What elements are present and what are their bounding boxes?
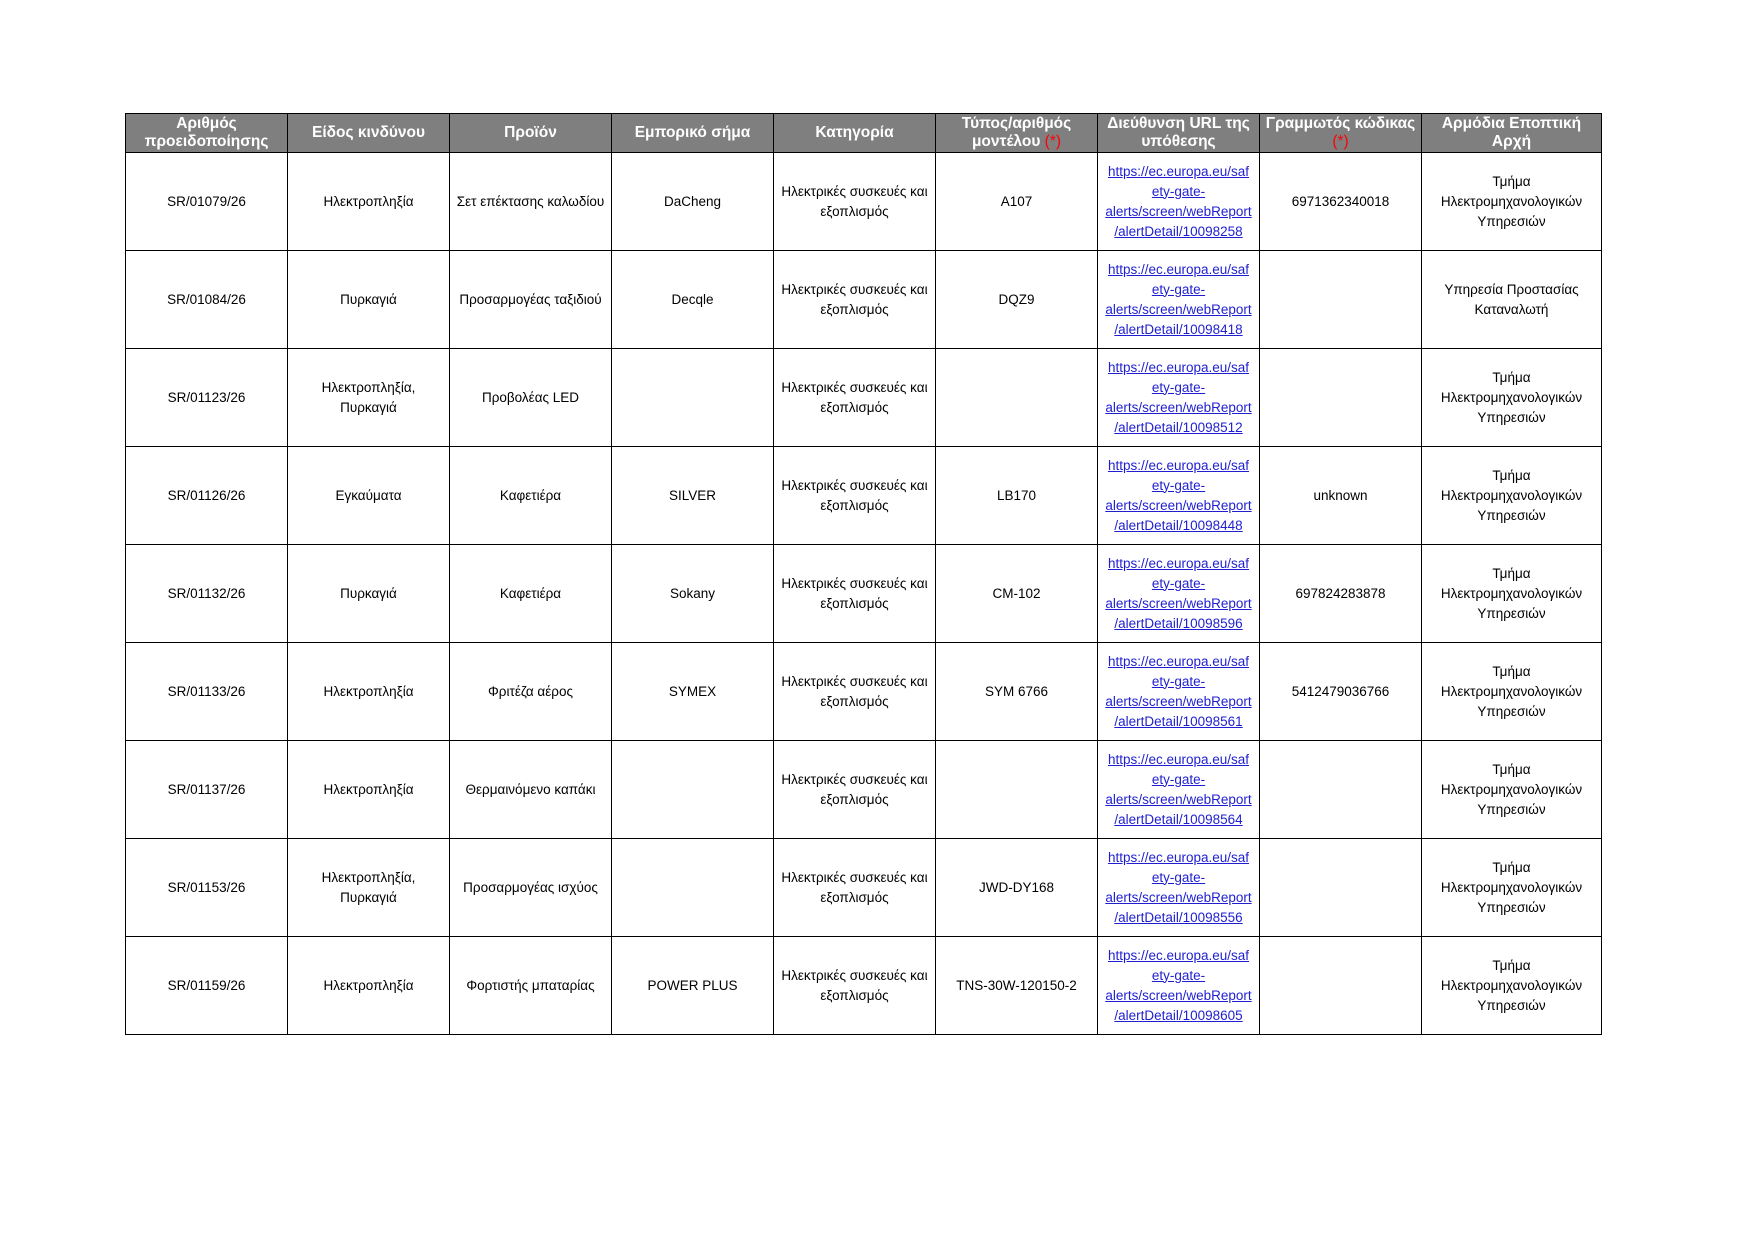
column-header-label: υπόθεσης xyxy=(1141,133,1216,150)
table-row xyxy=(126,937,1602,1035)
cell-case-url xyxy=(1098,349,1260,447)
url-line: /alertDetail/10098512 xyxy=(1114,419,1243,435)
column-header-alert-number xyxy=(126,114,288,153)
url-line: ety-gate- xyxy=(1151,477,1206,493)
cell-alert-number: SR/01079/26 xyxy=(126,153,288,251)
cell-product: Σετ επέκτασης καλωδίου xyxy=(450,153,612,251)
category-line: Ηλεκτρικές συσκευές και xyxy=(781,379,928,395)
cell-risk-type xyxy=(288,349,450,447)
cell-authority xyxy=(1422,545,1602,643)
url-line: alerts/screen/webReport xyxy=(1105,399,1252,415)
url-line: /alertDetail/10098561 xyxy=(1114,713,1243,729)
cell-case-url xyxy=(1098,153,1260,251)
authority-line: Τμήμα xyxy=(1492,173,1531,189)
url-line: /alertDetail/10098418 xyxy=(1114,321,1243,337)
cell-alert-number: SR/01132/26 xyxy=(126,545,288,643)
authority-line: Υπηρεσιών xyxy=(1477,703,1546,719)
column-header-label: Προϊόν xyxy=(504,124,557,141)
cell-authority xyxy=(1422,643,1602,741)
authority-line: Τμήμα xyxy=(1492,369,1531,385)
table-row xyxy=(126,643,1602,741)
risk-line: Ηλεκτροπληξία xyxy=(323,683,414,699)
cell-model: SYM 6766 xyxy=(936,643,1098,741)
column-header-label: Αρχή xyxy=(1491,133,1532,150)
cell-risk-type xyxy=(288,545,450,643)
table-row xyxy=(126,447,1602,545)
required-marker: (*) xyxy=(1044,133,1062,150)
url-line: ety-gate- xyxy=(1151,967,1206,983)
column-header-label: Αριθμός xyxy=(176,115,237,132)
cell-model: TNS-30W-120150-2 xyxy=(936,937,1098,1035)
cell-brand: Decqle xyxy=(612,251,774,349)
url-line: https://ec.europa.eu/saf xyxy=(1107,163,1250,179)
category-line: Ηλεκτρικές συσκευές και xyxy=(781,575,928,591)
risk-line: Πυρκαγιά xyxy=(340,291,397,307)
column-header-label: Γραμμωτός κώδικας xyxy=(1265,115,1416,132)
category-line: εξοπλισμός xyxy=(820,497,889,513)
cell-product: Καφετιέρα xyxy=(450,447,612,545)
authority-line: Ηλεκτρομηχανολογικών xyxy=(1440,487,1583,503)
case-url-link[interactable] xyxy=(1105,262,1251,337)
authority-line: Καταναλωτή xyxy=(1474,301,1549,317)
table-body xyxy=(126,153,1602,1035)
category-line: εξοπλισμός xyxy=(820,203,889,219)
cell-alert-number: SR/01153/26 xyxy=(126,839,288,937)
column-header-model xyxy=(936,114,1098,153)
risk-line: Ηλεκτροπληξία, xyxy=(321,379,416,395)
url-line: alerts/screen/webReport xyxy=(1105,987,1252,1003)
cell-risk-type xyxy=(288,643,450,741)
table-header xyxy=(126,114,1602,153)
cell-alert-number: SR/01084/26 xyxy=(126,251,288,349)
cell-brand: DaCheng xyxy=(612,153,774,251)
column-header-label: Διεύθυνση URL της xyxy=(1107,115,1250,132)
authority-line: Τμήμα xyxy=(1492,957,1531,973)
risk-line: Ηλεκτροπληξία, xyxy=(321,869,416,885)
risk-line: Ηλεκτροπληξία xyxy=(323,977,414,993)
case-url-link[interactable] xyxy=(1105,360,1251,435)
cell-brand: SYMEX xyxy=(612,643,774,741)
url-line: /alertDetail/10098448 xyxy=(1114,517,1243,533)
category-line: Ηλεκτρικές συσκευές και xyxy=(781,673,928,689)
cell-risk-type xyxy=(288,447,450,545)
authority-line: Ηλεκτρομηχανολογικών xyxy=(1440,977,1583,993)
cell-product: Θερμαινόμενο καπάκι xyxy=(450,741,612,839)
column-header-authority xyxy=(1422,114,1602,153)
case-url-link[interactable] xyxy=(1105,948,1251,1023)
column-header-label: Τύπος/αριθμός xyxy=(961,115,1072,132)
table-row xyxy=(126,839,1602,937)
url-line: https://ec.europa.eu/saf xyxy=(1107,751,1250,767)
category-line: εξοπλισμός xyxy=(820,595,889,611)
authority-line: Υπηρεσιών xyxy=(1477,507,1546,523)
cell-model: JWD-DY168 xyxy=(936,839,1098,937)
url-line: alerts/screen/webReport xyxy=(1105,301,1252,317)
cell-alert-number: SR/01137/26 xyxy=(126,741,288,839)
cell-alert-number: SR/01126/26 xyxy=(126,447,288,545)
authority-line: Υπηρεσιών xyxy=(1477,605,1546,621)
authority-line: Υπηρεσιών xyxy=(1477,801,1546,817)
authority-line: Τμήμα xyxy=(1492,859,1531,875)
case-url-link[interactable] xyxy=(1105,654,1251,729)
url-line: ety-gate- xyxy=(1151,771,1206,787)
cell-barcode xyxy=(1260,741,1422,839)
cell-authority xyxy=(1422,839,1602,937)
authority-line: Ηλεκτρομηχανολογικών xyxy=(1440,879,1583,895)
category-line: Ηλεκτρικές συσκευές και xyxy=(781,869,928,885)
table-row xyxy=(126,251,1602,349)
table-row xyxy=(126,153,1602,251)
case-url-link[interactable] xyxy=(1105,556,1251,631)
cell-category xyxy=(774,545,936,643)
category-line: Ηλεκτρικές συσκευές και xyxy=(781,771,928,787)
category-line: εξοπλισμός xyxy=(820,301,889,317)
authority-line: Ηλεκτρομηχανολογικών xyxy=(1440,683,1583,699)
table-row xyxy=(126,545,1602,643)
cell-barcode xyxy=(1260,937,1422,1035)
cell-category xyxy=(774,643,936,741)
cell-brand xyxy=(612,349,774,447)
category-line: εξοπλισμός xyxy=(820,693,889,709)
authority-line: Τμήμα xyxy=(1492,467,1531,483)
url-line: https://ec.europa.eu/saf xyxy=(1107,359,1250,375)
cell-category xyxy=(774,251,936,349)
url-line: /alertDetail/10098596 xyxy=(1114,615,1243,631)
url-line: alerts/screen/webReport xyxy=(1105,595,1252,611)
column-header-label: μοντέλου xyxy=(971,133,1041,150)
cell-category xyxy=(774,447,936,545)
column-header-category xyxy=(774,114,936,153)
case-url-link[interactable] xyxy=(1105,850,1251,925)
category-line: εξοπλισμός xyxy=(820,399,889,415)
url-line: /alertDetail/10098258 xyxy=(1114,223,1243,239)
url-line: https://ec.europa.eu/saf xyxy=(1107,947,1250,963)
cell-barcode: unknown xyxy=(1260,447,1422,545)
url-line: https://ec.europa.eu/saf xyxy=(1107,555,1250,571)
url-line: alerts/screen/webReport xyxy=(1105,693,1252,709)
cell-alert-number: SR/01133/26 xyxy=(126,643,288,741)
risk-line: Ηλεκτροπληξία xyxy=(323,781,414,797)
category-line: Ηλεκτρικές συσκευές και xyxy=(781,183,928,199)
cell-category xyxy=(774,937,936,1035)
cell-category xyxy=(774,153,936,251)
cell-barcode xyxy=(1260,251,1422,349)
case-url-link[interactable] xyxy=(1105,164,1251,239)
column-header-label: Είδος κινδύνου xyxy=(312,124,425,141)
cell-risk-type xyxy=(288,741,450,839)
column-header-risk-type xyxy=(288,114,450,153)
authority-line: Υπηρεσία Προστασίας xyxy=(1444,281,1579,297)
cell-barcode xyxy=(1260,349,1422,447)
url-line: ety-gate- xyxy=(1151,673,1206,689)
cell-product: Προβολέας LED xyxy=(450,349,612,447)
authority-line: Υπηρεσιών xyxy=(1477,899,1546,915)
cell-brand xyxy=(612,741,774,839)
authority-line: Τμήμα xyxy=(1492,565,1531,581)
cell-case-url xyxy=(1098,839,1260,937)
cell-brand: Sokany xyxy=(612,545,774,643)
url-line: alerts/screen/webReport xyxy=(1105,791,1252,807)
cell-barcode: 697824283878 xyxy=(1260,545,1422,643)
cell-product: Καφετιέρα xyxy=(450,545,612,643)
case-url-link[interactable] xyxy=(1105,458,1251,533)
required-marker: (*) xyxy=(1332,133,1349,150)
url-line: /alertDetail/10098556 xyxy=(1114,909,1243,925)
authority-line: Ηλεκτρομηχανολογικών xyxy=(1440,193,1583,209)
cell-authority xyxy=(1422,349,1602,447)
url-line: alerts/screen/webReport xyxy=(1105,497,1252,513)
cell-alert-number: SR/01123/26 xyxy=(126,349,288,447)
category-line: Ηλεκτρικές συσκευές και xyxy=(781,281,928,297)
header-row xyxy=(126,114,1602,153)
cell-brand: POWER PLUS xyxy=(612,937,774,1035)
url-line: /alertDetail/10098605 xyxy=(1114,1007,1243,1023)
url-line: https://ec.europa.eu/saf xyxy=(1107,261,1250,277)
cell-alert-number: SR/01159/26 xyxy=(126,937,288,1035)
cell-category xyxy=(774,349,936,447)
category-line: εξοπλισμός xyxy=(820,889,889,905)
column-header-label: Κατηγορία xyxy=(815,124,894,141)
cell-model: LB170 xyxy=(936,447,1098,545)
cell-brand xyxy=(612,839,774,937)
table-row xyxy=(126,741,1602,839)
cell-authority xyxy=(1422,937,1602,1035)
column-header-product xyxy=(450,114,612,153)
cell-product: Φριτέζα αέρος xyxy=(450,643,612,741)
category-line: εξοπλισμός xyxy=(820,791,889,807)
column-header-label: Εμπορικό σήμα xyxy=(634,124,751,141)
risk-line: Εγκαύματα xyxy=(335,487,402,503)
url-line: alerts/screen/webReport xyxy=(1105,203,1252,219)
authority-line: Ηλεκτρομηχανολογικών xyxy=(1440,585,1583,601)
cell-case-url xyxy=(1098,251,1260,349)
cell-barcode: 6971362340018 xyxy=(1260,153,1422,251)
cell-barcode xyxy=(1260,839,1422,937)
url-line: alerts/screen/webReport xyxy=(1105,889,1252,905)
authority-line: Τμήμα xyxy=(1492,761,1531,777)
cell-risk-type xyxy=(288,839,450,937)
authority-line: Τμήμα xyxy=(1492,663,1531,679)
cell-barcode: 5412479036766 xyxy=(1260,643,1422,741)
risk-line: Πυρκαγιά xyxy=(340,399,397,415)
url-line: https://ec.europa.eu/saf xyxy=(1107,457,1250,473)
authority-line: Υπηρεσιών xyxy=(1477,409,1546,425)
url-line: ety-gate- xyxy=(1151,183,1206,199)
column-header-brand xyxy=(612,114,774,153)
cell-authority xyxy=(1422,153,1602,251)
cell-brand: SILVER xyxy=(612,447,774,545)
cell-product: Προσαρμογέας ισχύος xyxy=(450,839,612,937)
url-line: https://ec.europa.eu/saf xyxy=(1107,849,1250,865)
cell-product: Προσαρμογέας ταξιδιού xyxy=(450,251,612,349)
cell-risk-type xyxy=(288,937,450,1035)
column-header-label: προειδοποίησης xyxy=(144,133,269,150)
url-line: ety-gate- xyxy=(1151,575,1206,591)
cell-case-url xyxy=(1098,447,1260,545)
risk-line: Πυρκαγιά xyxy=(340,585,397,601)
cell-case-url xyxy=(1098,937,1260,1035)
risk-line: Ηλεκτροπληξία xyxy=(323,193,414,209)
authority-line: Ηλεκτρομηχανολογικών xyxy=(1440,781,1583,797)
cell-risk-type xyxy=(288,153,450,251)
cell-category xyxy=(774,741,936,839)
cell-category xyxy=(774,839,936,937)
cell-case-url xyxy=(1098,545,1260,643)
url-line: https://ec.europa.eu/saf xyxy=(1107,653,1250,669)
cell-risk-type xyxy=(288,251,450,349)
authority-line: Υπηρεσιών xyxy=(1477,997,1546,1013)
cell-model xyxy=(936,741,1098,839)
case-url-link[interactable] xyxy=(1105,752,1251,827)
cell-authority xyxy=(1422,251,1602,349)
cell-product: Φορτιστής μπαταρίας xyxy=(450,937,612,1035)
cell-authority xyxy=(1422,741,1602,839)
alerts-table xyxy=(125,113,1602,1035)
url-line: ety-gate- xyxy=(1151,379,1206,395)
cell-authority xyxy=(1422,447,1602,545)
cell-case-url xyxy=(1098,741,1260,839)
category-line: εξοπλισμός xyxy=(820,987,889,1003)
risk-line: Πυρκαγιά xyxy=(340,889,397,905)
cell-model xyxy=(936,349,1098,447)
column-header-barcode xyxy=(1260,114,1422,153)
url-line: ety-gate- xyxy=(1151,281,1206,297)
column-header-label: Αρμόδια Εποπτική xyxy=(1441,115,1582,132)
category-line: Ηλεκτρικές συσκευές και xyxy=(781,967,928,983)
url-line: ety-gate- xyxy=(1151,869,1206,885)
cell-model: DQZ9 xyxy=(936,251,1098,349)
authority-line: Υπηρεσιών xyxy=(1477,213,1546,229)
url-line: /alertDetail/10098564 xyxy=(1114,811,1243,827)
authority-line: Ηλεκτρομηχανολογικών xyxy=(1440,389,1583,405)
category-line: Ηλεκτρικές συσκευές και xyxy=(781,477,928,493)
cell-case-url xyxy=(1098,643,1260,741)
cell-model: A107 xyxy=(936,153,1098,251)
table-row xyxy=(126,349,1602,447)
cell-model: CM-102 xyxy=(936,545,1098,643)
column-header-case-url xyxy=(1098,114,1260,153)
